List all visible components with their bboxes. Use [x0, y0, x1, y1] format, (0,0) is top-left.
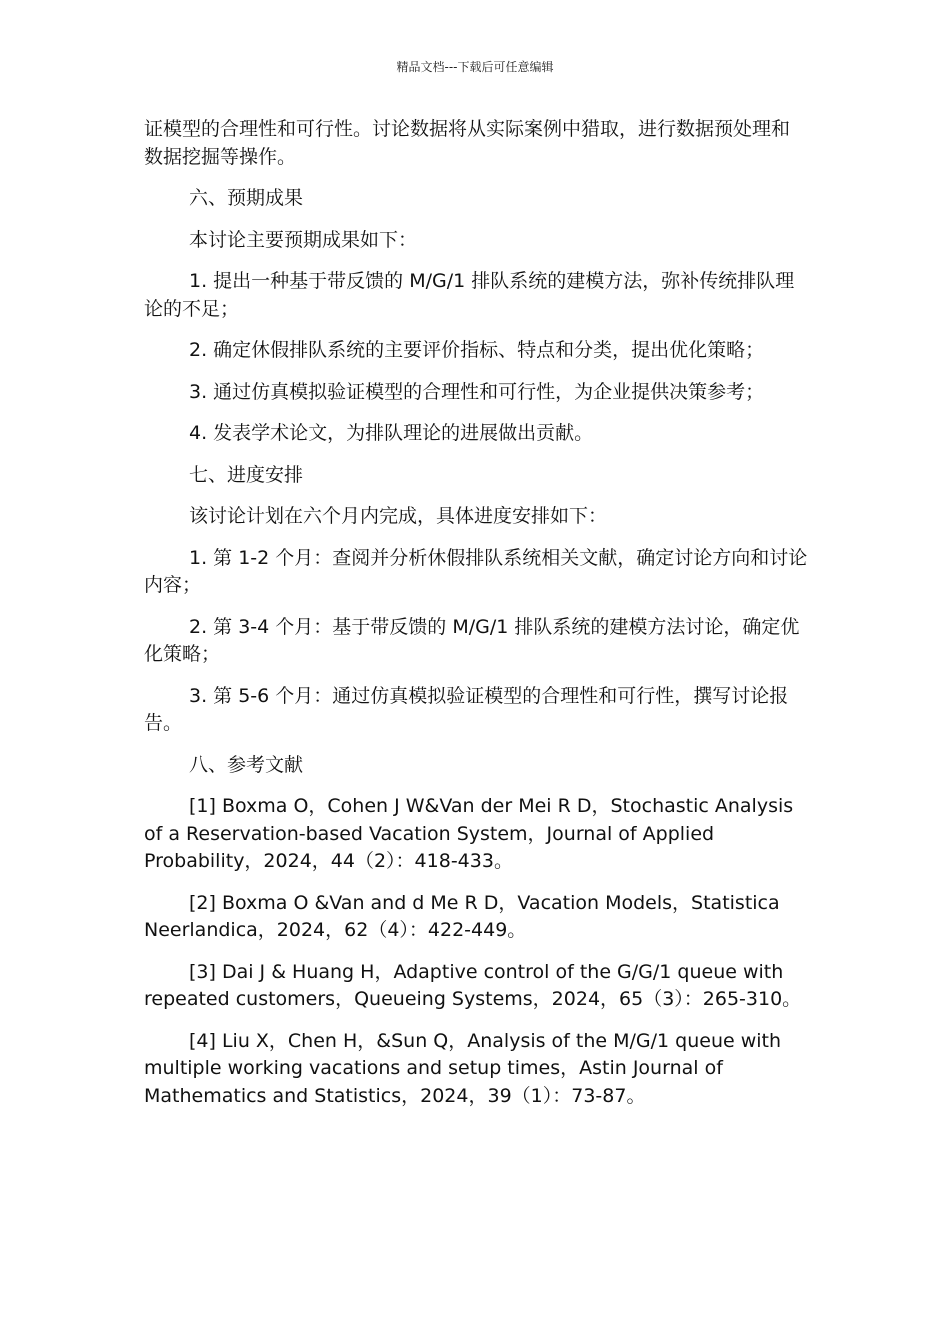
paragraph-intro-schedule: 该讨论计划在六个月内完成，具体进度安排如下： [189, 505, 608, 527]
section-heading-schedule: 七、进度安排 [189, 463, 304, 486]
reference-item-4: [4] Liu X，Chen H，&Sun Q，Analysis of the M/G/1 queue with multiple working vacations and setup times，Astin Journal of Mathematics and Statistics，2024，39（1）：73-87。 [144, 1029, 782, 1107]
result-item-2: 2. 确定休假排队系统的主要评价指标、特点和分类，提出优化策略； [189, 339, 765, 361]
section-heading-expected-results: 六、预期成果 [189, 187, 304, 209]
result-item-1: 1. 提出一种基于带反馈的 M/G/1 排队系统的建模方法，弥补传统排队理论的不足； [144, 270, 795, 320]
schedule-item-3: 3. 第 5-6 个月：通过仿真模拟验证模型的合理性和可行性，撰写讨论报告。 [144, 684, 789, 734]
result-item-3: 3. 通过仿真模拟验证模型的合理性和可行性，为企业提供决策参考； [189, 380, 765, 403]
paragraph-continuation: 证模型的合理性和可行性。讨论数据将从实际案例中猎取，进行数据预处理和数据挖掘等操作。 [144, 118, 791, 168]
page-header: 精品文档---下载后可任意编辑 [396, 60, 554, 74]
section-heading-references: 八、参考文献 [189, 753, 304, 776]
paragraph-intro-results: 本讨论主要预期成果如下： [189, 228, 418, 251]
result-item-4: 4. 发表学术论文，为排队理论的进展做出贡献。 [189, 422, 594, 444]
document-body [144, 116, 808, 1124]
reference-item-2: [2] Boxma O &Van and d Me R D，Vacation Models，Statistica Neerlandica，2024，62（4）：422-449。 [144, 891, 780, 941]
schedule-item-1: 1. 第 1-2 个月：查阅并分析休假排队系统相关文献，确定讨论方向和讨论内容； [144, 546, 808, 596]
reference-item-3: [3] Dai J & Huang H，Adaptive control of the G/G/1 queue with repeated customers，Queueing Systems，2024，65（3）：265-310。 [144, 960, 802, 1010]
schedule-item-2: 2. 第 3-4 个月：基于带反馈的 M/G/1 排队系统的建模方法讨论，确定优化策略； [144, 615, 800, 665]
reference-item-1: [1] Boxma O，Cohen J W&Van der Mei R D，Stochastic Analysis of a Reservation-based Vacation System，Journal of Applied Probability，2024，44（2）：418-433。 [144, 795, 794, 872]
